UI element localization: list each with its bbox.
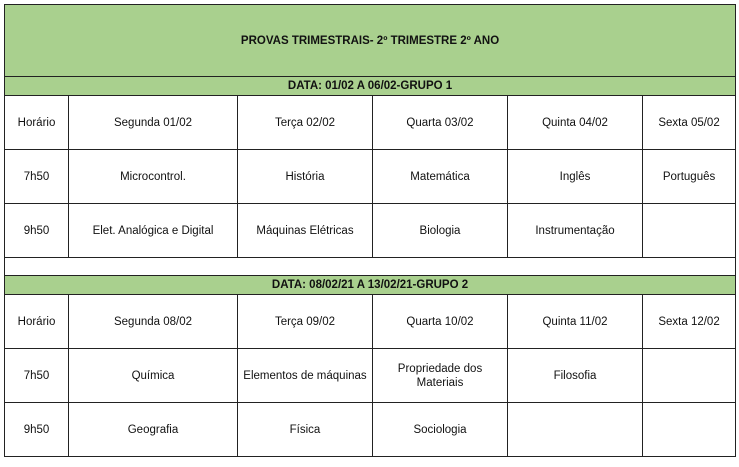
subject-cell: Máquinas Elétricas xyxy=(238,204,373,258)
header-cell: Quinta 04/02 xyxy=(508,96,643,150)
subject-cell: Química xyxy=(69,349,238,403)
subject-cell: Filosofia xyxy=(508,349,643,403)
table-row xyxy=(5,204,736,258)
group-1-date-range: DATA: 01/02 A 06/02-GRUPO 1 xyxy=(5,77,736,96)
time-cell: 7h50 xyxy=(5,150,69,204)
group-2-band-row xyxy=(5,276,736,295)
header-cell: Quarta 03/02 xyxy=(373,96,508,150)
subject-cell: História xyxy=(238,150,373,204)
group-1-band-row xyxy=(5,77,736,96)
table-row xyxy=(5,150,736,204)
subject-cell xyxy=(643,349,736,403)
header-cell: Segunda 08/02 xyxy=(69,295,238,349)
header-cell: Quinta 11/02 xyxy=(508,295,643,349)
subject-cell xyxy=(508,403,643,457)
subject-cell: Propriedade dos Materiais xyxy=(373,349,508,403)
group-2-date-range: DATA: 08/02/21 A 13/02/21-GRUPO 2 xyxy=(5,276,736,295)
time-cell: 9h50 xyxy=(5,403,69,457)
subject-cell: Português xyxy=(643,150,736,204)
subject-cell: Biologia xyxy=(373,204,508,258)
subject-cell: Instrumentação xyxy=(508,204,643,258)
header-cell: Quarta 10/02 xyxy=(373,295,508,349)
time-cell: 7h50 xyxy=(5,349,69,403)
header-cell: Segunda 01/02 xyxy=(69,96,238,150)
time-cell: 9h50 xyxy=(5,204,69,258)
subject-cell: Microcontrol. xyxy=(69,150,238,204)
subject-cell: Matemática xyxy=(373,150,508,204)
header-cell: Sexta 05/02 xyxy=(643,96,736,150)
spacer-row xyxy=(5,258,736,276)
table-row xyxy=(5,403,736,457)
header-cell: Terça 09/02 xyxy=(238,295,373,349)
header-cell: Horário xyxy=(5,295,69,349)
group-2-header-row xyxy=(5,295,736,349)
group-1-header-row xyxy=(5,96,736,150)
subject-cell: Inglês xyxy=(508,150,643,204)
subject-cell: Física xyxy=(238,403,373,457)
subject-cell: Elementos de máquinas xyxy=(238,349,373,403)
schedule-title: PROVAS TRIMESTRAIS- 2º TRIMESTRE 2º ANO xyxy=(5,5,736,77)
spacer-cell xyxy=(5,258,736,276)
exam-schedule-table xyxy=(4,4,736,457)
table-row xyxy=(5,349,736,403)
subject-cell xyxy=(643,403,736,457)
subject-cell: Geografia xyxy=(69,403,238,457)
subject-cell: Sociologia xyxy=(373,403,508,457)
header-cell: Sexta 12/02 xyxy=(643,295,736,349)
header-cell: Horário xyxy=(5,96,69,150)
title-row xyxy=(5,5,736,77)
header-cell: Terça 02/02 xyxy=(238,96,373,150)
subject-cell: Elet. Analógica e Digital xyxy=(69,204,238,258)
subject-cell xyxy=(643,204,736,258)
